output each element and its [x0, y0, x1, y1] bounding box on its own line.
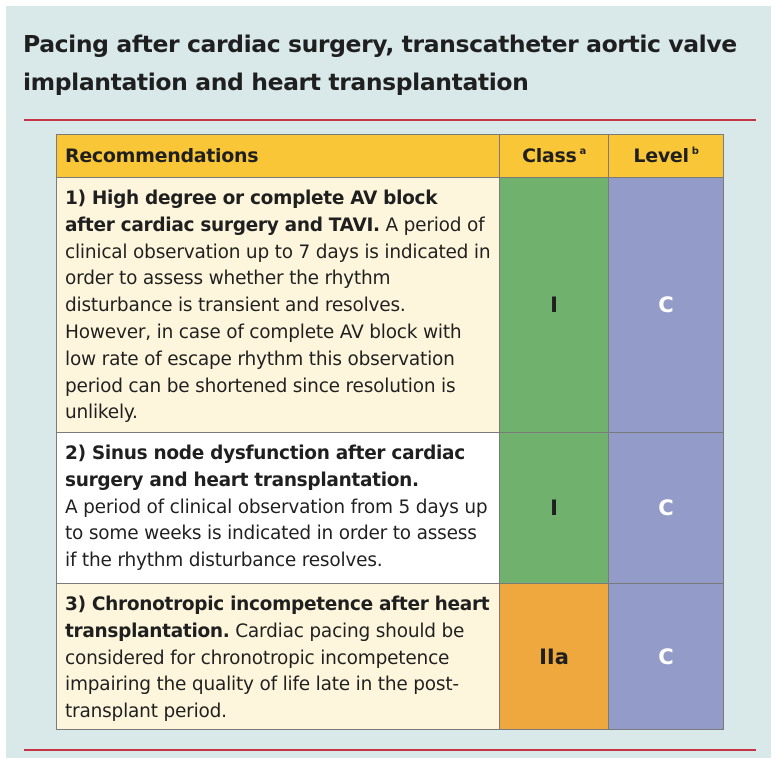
- class-cell: I: [500, 433, 609, 584]
- recommendation-text: A period of clinical observation up to 7 days is indicated in order to assess whether the rhythm disturbance is transient and resolves. However, in case of complete AV block with low rate of escape rhythm this observation period can be shortened since resolution is unlikely.: [65, 214, 491, 424]
- level-cell: C: [609, 178, 724, 433]
- bottom-divider: [24, 749, 756, 751]
- recommendation-cell: [57, 178, 500, 433]
- recommendation-heading: 3) Chronotropic incompetence after heart transplantation.: [65, 594, 490, 642]
- recommendation-cell: [57, 584, 500, 730]
- recommendation-text: A period of clinical observation from 5 days up to some weeks is indicated in order to assess if the rhythm disturbance resolves.: [65, 496, 488, 572]
- top-divider: [24, 119, 756, 121]
- header-class: [500, 135, 609, 178]
- header-recommendations: Recommendations: [57, 135, 500, 178]
- level-cell: C: [609, 433, 724, 584]
- recommendation-heading: 1) High degree or complete AV block after cardiac surgery and TAVI.: [65, 188, 438, 236]
- table-row: [57, 433, 724, 584]
- header-level: [609, 135, 724, 178]
- box-title: Pacing after cardiac surgery, transcatheter aortic valve implantation and heart transplantation: [23, 30, 737, 96]
- recommendation-heading: 2) Sinus node dysfunction after cardiac surgery and heart transplantation.: [65, 443, 465, 491]
- table-header-row: [57, 135, 724, 178]
- class-cell: I: [500, 178, 609, 433]
- header-level-label: Level: [633, 145, 689, 167]
- table-row: [57, 584, 724, 730]
- recommendation-text: Cardiac pacing should be considered for chronotropic incompetence impairing the quality of life late in the post-transplant period.: [65, 620, 465, 723]
- recommendation-cell: [57, 433, 500, 584]
- table-row: [57, 178, 724, 433]
- recommendations-table: [56, 134, 724, 730]
- header-level-footnote: b: [691, 146, 699, 157]
- level-cell: C: [609, 584, 724, 730]
- recommendation-box: [6, 6, 771, 758]
- header-class-footnote: a: [579, 146, 586, 157]
- header-class-label: Class: [522, 145, 577, 167]
- class-cell: IIa: [500, 584, 609, 730]
